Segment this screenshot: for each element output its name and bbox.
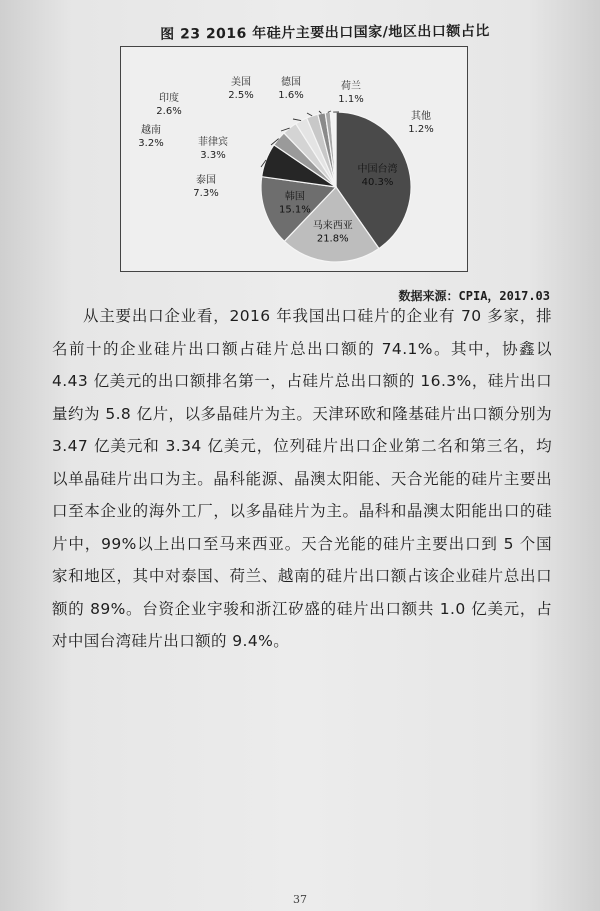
leader-line — [293, 119, 301, 121]
slice-value-label: 2.6% — [156, 106, 182, 117]
slice-label: 其他 — [411, 111, 431, 122]
slice-value-label: 1.2% — [408, 124, 434, 135]
figure-title: 图 23 2016 年硅片主要出口国家/地区出口额占比 — [160, 23, 490, 43]
slice-value-label: 7.3% — [193, 188, 219, 199]
page-number: 37 — [293, 893, 307, 906]
slice-label: 泰国 — [196, 175, 216, 186]
slice-label: 印度 — [159, 93, 179, 104]
pie-chart — [121, 47, 467, 271]
leader-line — [319, 111, 321, 113]
slice-value-label: 1.1% — [338, 94, 364, 105]
slice-label: 韩国 — [284, 191, 305, 203]
pie-chart-frame — [120, 46, 468, 272]
leader-line — [307, 113, 312, 116]
slice-value-label: 2.5% — [228, 90, 254, 101]
slice-value-label: 1.6% — [278, 90, 304, 101]
slice-value-label: 40.3% — [361, 176, 394, 188]
slice-value-label: 3.2% — [138, 138, 164, 149]
data-source-note: 数据来源：CPIA，2017.03 — [398, 289, 550, 303]
slice-value-label: 3.3% — [200, 150, 226, 161]
slice-label: 荷兰 — [341, 81, 361, 92]
slice-label: 中国台湾 — [357, 163, 398, 175]
body-paragraph: 从主要出口企业看，2016 年我国出口硅片的企业有 70 多家，排名前十的企业硅片出口额占硅片总出口额的 74.1%。其中，协鑫以 4.43 亿美元的出口额排名第一，占硅片总出口额的 16.3%，硅片出口量约为 5.8 亿片，以多晶硅片为主。天津环欧和隆基硅片出口额分别为 3.47 亿美元和 3.34 亿美元，位列硅片出口企业第二名和第三名，均以单晶硅片出口为主。晶科能源、晶澳太阳能、天合光能的硅片主要出口至本企业的海外工厂，以多晶硅片为主。晶科和晶澳太阳能出口的硅片中，99%以上出口至马来西亚。天合光能的硅片主要出口到 5 个国家和地区，其中对泰国、荷兰、越南的硅片出口额占该企业硅片总出口额的 89%。台资企业宇骏和浙江矽盛的硅片出口额共 1.0 亿美元，占对中国台湾硅片出口额的 9.4%。 — [52, 307, 552, 650]
slice-label: 越南 — [141, 125, 161, 136]
slice-label: 菲律宾 — [198, 137, 228, 148]
slice-label: 德国 — [281, 77, 301, 88]
slice-label: 马来西亚 — [312, 220, 353, 232]
body-paragraph-block — [52, 300, 552, 658]
slice-value-label: 15.1% — [279, 204, 311, 216]
slice-label: 美国 — [231, 77, 251, 88]
slice-value-label: 21.8% — [316, 233, 349, 245]
